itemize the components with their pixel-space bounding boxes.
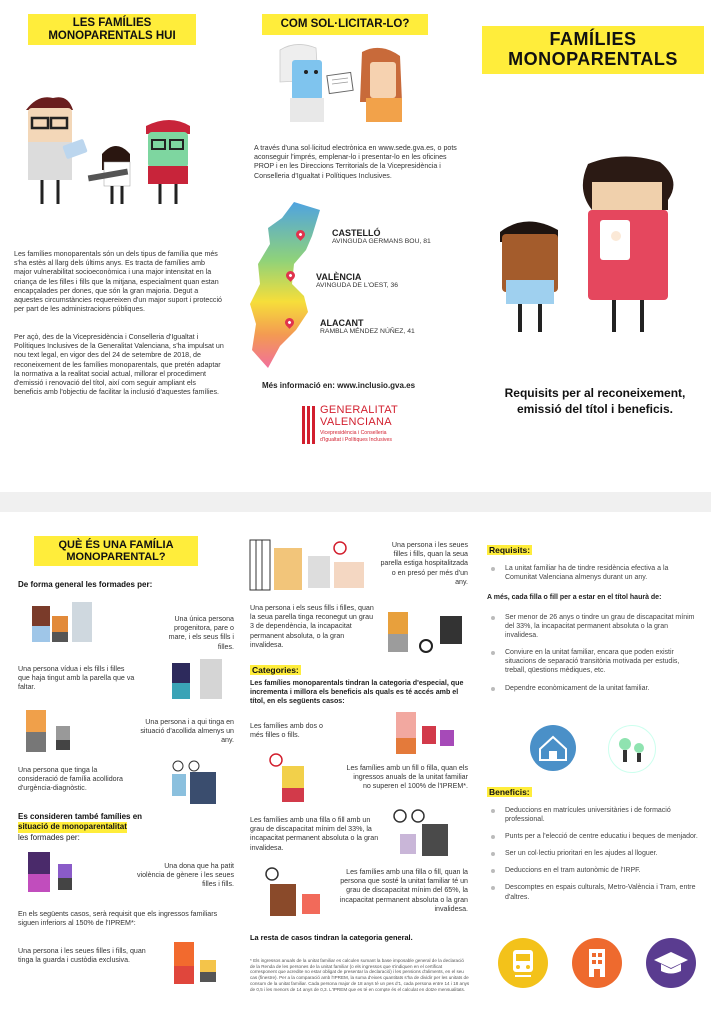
requisits-list-2 (487, 613, 701, 701)
panel4-also: Es consideren també famílies en situació de monoparentalitat les formades per: (18, 812, 143, 842)
panel5-cat2: Les famílies amb un fill o filla, quan els ingressos anuals de la unitat familiar no superen el 100% de l'IPREM*. (346, 764, 468, 791)
city-alacant: ALACANT RAMBLA MÉNDEZ NÚÑEZ, 41 (320, 318, 415, 335)
panel2-illustration (262, 40, 422, 130)
panel4-item4: Una persona que tinga la consideració de família acollidora d'urgència-diagnòstic. (18, 766, 123, 793)
ben-item-1: Deduccions en matrícules universitàries i de formació professional. (487, 806, 701, 824)
req-item-3: Conviure en la unitat familiar, encara que poden existir situacions de separació transitòria motivada per estudis, treball, qüestions mèdiques, etc. (487, 648, 701, 675)
icon-emergency-foster (168, 760, 228, 810)
icon-low-income (268, 752, 328, 808)
graduation-cap-icon (646, 938, 696, 988)
icon-parent-disability (262, 866, 332, 922)
panel5-item1: Una persona i les seues filles i fills, quan la seua parella estiga hospitalitzada o en presó per més d'un any. (380, 541, 468, 586)
panel5-rest: La resta de casos tindran la categoria general. (250, 933, 413, 942)
ben-item-3: Ser un col·lectiu prioritari en les ajudes al lloguer. (487, 849, 701, 858)
requisits-list (487, 564, 701, 590)
panel4-intro: De forma general les formades per: (18, 580, 153, 589)
panel1-para2: Per açò, des de la Vicepresidència i Conselleria d'Igualtat i Polítiques Inclusives de la Generalitat Valenciana, s'ha impulsat un nou text legal, en vigor des del 24 de setembre de 2018, de reconeixement de les famílies monoparentals, que pretén adaptar la normativa a la realitat social actual, millorar el procediment d'emissió i renovació del títol, així com seguir ampliant els beneficis amb l'objectiu de facilitar la inclusió d'aquestes famílies. (14, 333, 224, 397)
icon-dependency (386, 602, 466, 658)
icon-widow (168, 655, 228, 705)
panel4-item6: Una persona i les seues filles i fills, quan tinga la guarda i custòdia exclusiva. (18, 947, 146, 965)
icon-child-disability (392, 808, 462, 864)
panel5-cat1: Les famílies amb dos o més filles o fills. (250, 722, 323, 740)
page-separator (0, 492, 711, 512)
categories-heading: Categories: (252, 665, 299, 675)
building-icon (572, 938, 622, 988)
icon-custody (168, 938, 228, 988)
panel4-heading: QUÈ ÉS UNA FAMÍLIA MONOPARENTAL? (34, 536, 198, 566)
beneficis-heading: Beneficis: (489, 787, 530, 797)
more-info[interactable]: Més informació en: www.inclusio.gva.es (262, 381, 416, 390)
ben-item-4: Deduccions en el tram autonòmic de l'IRPF. (487, 866, 701, 875)
ben-item-2: Punts per a l'elecció de centre educatiu i beques de menjador. (487, 832, 701, 841)
icon-gender-violence (24, 846, 94, 896)
panel1-illustration (18, 92, 208, 212)
requisits-heading: Requisits: (489, 545, 531, 555)
panel3-subtitle: Requisits per al reconeixement, emissió del títol i beneficis. (504, 386, 686, 416)
panel5-footnote: * Els ingressos anuals de la unitat familiar es calculen sumant la base imposable general de la declaració de la Renda de les persones de la unitat familiar (o els ingressos que s'indiquen en el certificat corresponent que acredite no estar obligat de presentar la declaració) i les pensions d'aliments, en el seu cas (finestre). Per a la comparació amb l'IPREM, la suma d'eixes quantitats s'ha de dividir per les unitats de consum de la unitat familiar. Cada persona major de 18 anys té un pes d'1, cada persona entre 14 i 18 anys de 0,5 i les menors de 14 anys de 0,3. L'IPREM que es té en compte és el calculat en dotze mensualitats. (250, 958, 470, 992)
panel4-item1: Una única persona progenitora, pare o mare, i els seus fills i filles. (168, 615, 234, 651)
train-icon (498, 938, 548, 988)
city-valencia: VALÈNCIA AVINGUDA DE L'OEST, 36 (316, 272, 399, 289)
panel5-cat4: Les famílies amb una filla o fill, quan la persona que sosté la unitat familiar té un grau de discapacitat mínim del 65%, la incapacitat permanent absoluta o la gran invalidesa. (339, 868, 468, 913)
family-icon (608, 725, 656, 773)
panel4-item2: Una persona vídua i els fills i filles que haja tingut amb la parella que va faltar. (18, 665, 135, 692)
req-item-4: Dependre econòmicament de la unitat familiar. (487, 684, 701, 693)
icon-foster (22, 706, 82, 756)
icon-hospital-prison (248, 536, 378, 596)
panel4-income-note: En els següents casos, serà requisit que els ingressos familiars siguen inferiors al 150% de l'IPREM*: (18, 910, 218, 928)
panel5-cat3: Les famílies amb una filla o fill amb un grau de discapacitat mínim del 33%, la incapacitat permanent absoluta o la gran invalidesa. (250, 816, 379, 852)
gva-logo: GENERALITAT VALENCIANA Vicepresidència i Conselleria d'Igualtat i Polítiques Inclusives (300, 404, 450, 458)
categories-text: Les famílies monoparentals tindran la categoria d'especial, que incrementa i millora els beneficis als quals es té accés amb el títol, en els següents casos: (250, 679, 464, 706)
beneficis-list (487, 806, 701, 910)
panel1-para1: Les famílies monoparentals són un dels tipus de família que més s'ha estès al llarg dels últims anys. Es tracta de famílies amb major vulnerabilitat socioeconòmica i una major intensitat en la criança de les filles i fills que la mitjana, especialment quan estan encapçalades per dones, que són la gran majoria. Degut a aquestes circumstàncies requereixen d'un major suport i protecció per part de les administracions públiques. (14, 250, 222, 314)
req-item-2: Ser menor de 26 anys o tindre un grau de discapacitat mínim del 33%, la incapacitat permanent absoluta o la gran invalidesa. (487, 613, 701, 640)
panel4-item3: Una persona i a qui tinga en situació d'acollida almenys un any. (140, 718, 234, 745)
house-icon (530, 725, 576, 771)
req-intro: A més, cada filla o fill per a estar en el títol haurà de: (487, 594, 662, 601)
ben-item-5: Descomptes en espais culturals, Metro-València i Tram, entre d'altres. (487, 883, 701, 901)
panel2-heading: COM SOL·LICITAR-LO? (262, 14, 428, 35)
panel2-text: A través d'una sol·licitud electrònica en www.sede.gva.es, o pots aconseguir l'imprés, emplenar-lo i presentar-lo en les oficines PROP i en les Direccions Territorials de la Vicepresidència i Conselleria d'Igualtat i Polítiques Inclusives. (254, 144, 457, 180)
panel1-heading: LES FAMÍLIES MONOPARENTALS HUI (28, 14, 196, 45)
panel4-item5: Una dona que ha patit violència de gènere i les seues filles i fills. (136, 862, 234, 889)
panel3-title: FAMÍLIES MONOPARENTALS (482, 26, 704, 74)
city-castello: CASTELLÓ AVINGUDA GERMANS BOU, 81 (332, 228, 431, 245)
gva-logo-mark (300, 406, 316, 444)
panel5-item2: Una persona i els seus fills i filles, quan la seua parella tinga reconegut un grau 3 de dependència, la incapacitat permanent absoluta, o la gran invalidesa. (250, 604, 374, 649)
icon-single-parent (28, 598, 98, 648)
req-item-1: La unitat familiar ha de tindre residència efectiva a la Comunitat Valenciana almenys durant un any. (487, 564, 701, 582)
icon-two-children (394, 706, 464, 758)
panel3-illustration (492, 150, 692, 340)
